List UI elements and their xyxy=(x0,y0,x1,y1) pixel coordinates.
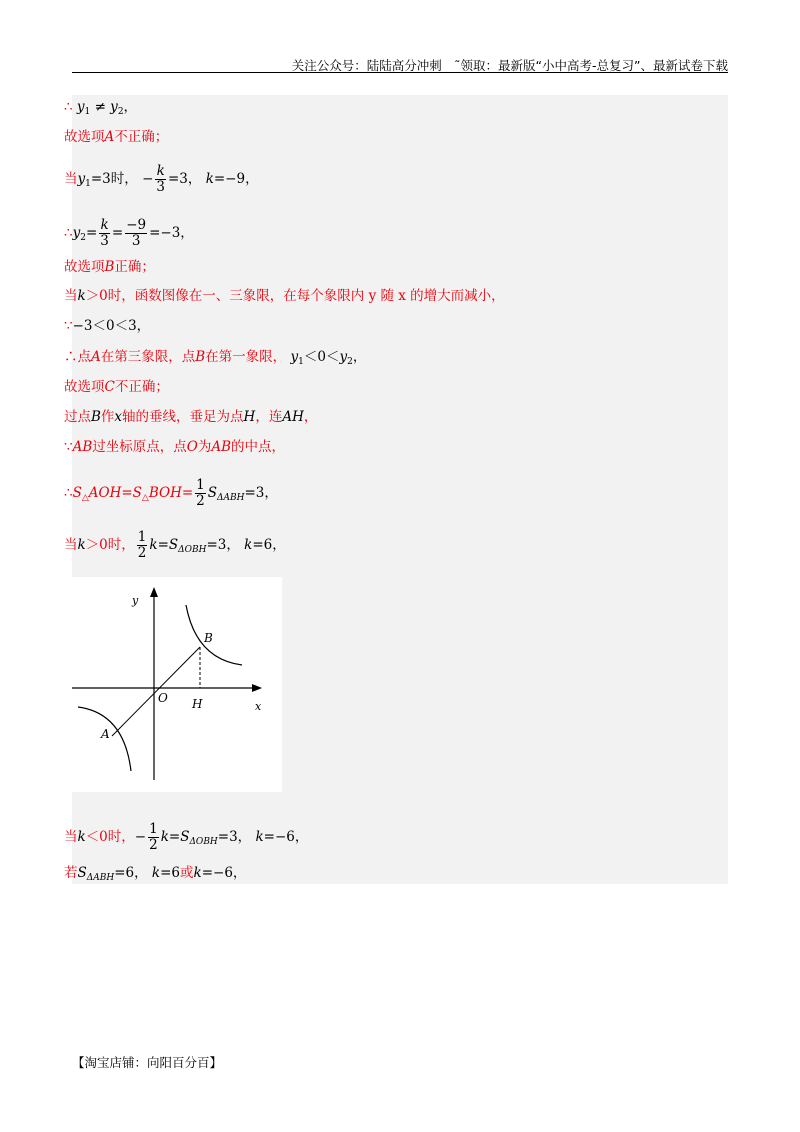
line-12 xyxy=(64,478,278,509)
var-y: y xyxy=(339,349,348,365)
line-1 xyxy=(64,98,137,121)
numerator: 1 xyxy=(149,821,158,837)
var-k: k xyxy=(149,537,158,553)
line-2 xyxy=(64,128,168,146)
equals: = xyxy=(157,537,169,553)
triangle-aoh: AOH xyxy=(88,485,122,501)
line-14 xyxy=(64,822,308,853)
equals: = xyxy=(168,829,181,845)
coordinate-figure xyxy=(72,577,282,792)
text: =3时， xyxy=(90,171,138,187)
text: ， xyxy=(352,349,367,365)
denominator: 3 xyxy=(131,233,141,249)
text: 故选项 xyxy=(64,259,105,275)
text: 故选项 xyxy=(64,129,105,145)
segment-ab: AB xyxy=(72,439,93,455)
point-b-label: B xyxy=(204,631,213,645)
text: ，连 xyxy=(255,409,283,425)
text: 当 xyxy=(64,829,78,845)
text: 的中点， xyxy=(231,439,286,455)
text: 过点 xyxy=(64,409,91,425)
var-k: k xyxy=(160,829,169,845)
text: −3＜0＜3， xyxy=(72,318,151,334)
numerator: k xyxy=(100,217,109,233)
not-equal: ≠ xyxy=(94,99,106,115)
var-k: k xyxy=(244,537,253,553)
var-y: y xyxy=(290,349,299,365)
text: 点 xyxy=(77,349,91,365)
text: 不正确； xyxy=(114,129,169,145)
text: =−3， xyxy=(149,225,194,241)
subscript: ΔOBH xyxy=(189,837,218,847)
text: =−6， xyxy=(201,865,247,881)
numerator: k xyxy=(156,163,165,179)
segment-ab: AB xyxy=(211,439,232,455)
point-c: C xyxy=(104,379,115,395)
text: 若 xyxy=(64,865,78,881)
area-symbol: S xyxy=(207,485,218,501)
text: 当 xyxy=(64,171,78,187)
triangle-symbol: △ xyxy=(81,493,89,503)
text: ＜0＜ xyxy=(303,349,340,365)
punctuation: ， xyxy=(123,99,138,115)
line-10 xyxy=(64,408,317,426)
denominator: 2 xyxy=(149,837,158,853)
line-7 xyxy=(64,317,150,335)
denominator: 3 xyxy=(156,179,165,195)
point-b: B xyxy=(104,259,115,275)
var-k: k xyxy=(77,537,86,553)
x-axis-label: x xyxy=(255,700,262,713)
triangle-symbol: △ xyxy=(141,493,149,503)
segment-ab xyxy=(112,647,200,736)
fraction xyxy=(148,822,159,853)
text: =−6， xyxy=(263,829,309,845)
x-axis-arrow xyxy=(252,684,262,692)
fraction xyxy=(137,530,148,561)
line-3 xyxy=(64,164,259,195)
numerator: 1 xyxy=(196,477,205,493)
area-symbol: S xyxy=(132,485,142,501)
var-k: k xyxy=(151,865,161,881)
text: 为 xyxy=(197,439,212,455)
text: 正确； xyxy=(114,259,155,275)
origin-label: O xyxy=(158,691,168,705)
point-a-label: A xyxy=(101,727,110,741)
line-6 xyxy=(64,287,505,305)
text: =6， xyxy=(252,537,286,553)
area-symbol: S xyxy=(168,537,179,553)
header-divider xyxy=(72,72,728,73)
area-symbol: S xyxy=(180,829,190,845)
segment-ah: AH xyxy=(282,409,304,425)
fraction xyxy=(195,478,206,509)
var-y: y xyxy=(76,99,85,115)
var-k: k xyxy=(77,288,86,304)
text: =6， xyxy=(114,865,148,881)
point-h: H xyxy=(243,409,256,425)
equals: = xyxy=(85,225,98,241)
var-k: k xyxy=(77,829,86,845)
var-x: x xyxy=(114,409,123,425)
text: 在第一象限， xyxy=(205,349,287,365)
minus-sign: − xyxy=(134,829,147,845)
denominator: 3 xyxy=(100,233,109,249)
subscript: 1 xyxy=(298,357,304,367)
var-y: y xyxy=(110,99,118,115)
text: =3， xyxy=(167,171,202,187)
equals: = xyxy=(111,225,124,241)
text: 过坐标原点，点 xyxy=(92,439,187,455)
point-a: A xyxy=(104,129,115,145)
text: 在第三象限，点 xyxy=(100,349,196,365)
line-5 xyxy=(64,258,155,276)
triangle-boh: BOH xyxy=(148,485,182,501)
numerator: −9 xyxy=(126,217,147,233)
point-h-label: H xyxy=(192,697,203,711)
text: ＞0时， xyxy=(85,537,135,553)
area-symbol: S xyxy=(72,485,82,501)
equals: = xyxy=(181,485,194,501)
fraction xyxy=(155,164,166,195)
text: 轴的垂线，垂足为点 xyxy=(122,409,244,425)
subscript: ΔOBH xyxy=(178,545,207,555)
text: =−9， xyxy=(213,171,259,187)
text: ＞0时，函数图像在一、三象限，在每个象限内 y 随 x 的增大而减小， xyxy=(85,288,505,304)
fraction xyxy=(99,218,110,249)
fraction xyxy=(125,218,147,249)
therefore-symbol: ∴ xyxy=(64,225,73,241)
text: 作 xyxy=(100,409,115,425)
y-axis-label: y xyxy=(132,594,139,607)
because-symbol: ∵ xyxy=(64,318,73,334)
or-word: 或 xyxy=(180,865,194,881)
line-4 xyxy=(64,218,194,249)
text: 当 xyxy=(64,537,78,553)
minus-sign: − xyxy=(142,171,154,187)
page-header: 关注公众号：陆陆高分冲刺 ˜领取：最新版“小中高考-总复习”、最新试卷下载 xyxy=(291,58,728,73)
denominator: 2 xyxy=(137,545,147,561)
denominator: 2 xyxy=(196,493,205,509)
because-symbol: ∵ xyxy=(64,439,73,455)
text: =6 xyxy=(160,865,181,881)
var-k: k xyxy=(205,171,214,187)
line-13 xyxy=(64,530,286,561)
subscript: 2 xyxy=(117,107,124,117)
figure-svg xyxy=(72,577,282,792)
text: 故选项 xyxy=(64,379,105,395)
line-15 xyxy=(64,864,246,887)
text: =3， xyxy=(206,537,240,553)
subscript: ΔABH xyxy=(86,873,115,883)
text: ， xyxy=(303,409,318,425)
subscript: 1 xyxy=(85,179,91,189)
text: =3， xyxy=(217,829,252,845)
subscript: 1 xyxy=(84,107,91,117)
therefore-symbol: ∴ xyxy=(64,485,73,501)
text: ＜0时， xyxy=(85,829,135,845)
page-footer: 【淘宝店铺：向阳百分百】 xyxy=(72,1055,223,1070)
line-8 xyxy=(64,348,366,371)
point-b: B xyxy=(91,409,101,425)
var-y: y xyxy=(77,171,86,187)
subscript: 2 xyxy=(347,357,353,367)
var-k: k xyxy=(255,829,264,845)
subscript: ΔABH xyxy=(217,493,245,503)
line-11 xyxy=(64,438,285,456)
y-axis-arrow xyxy=(150,587,158,597)
subscript: 2 xyxy=(80,233,86,243)
therefore-symbol: ∴ xyxy=(64,349,78,365)
equals: = xyxy=(121,485,133,501)
text: 当 xyxy=(64,288,78,304)
point-o: O xyxy=(186,439,198,455)
point-a: A xyxy=(91,349,101,365)
var-k: k xyxy=(193,865,202,881)
therefore-symbol: ∴ xyxy=(64,99,73,115)
point-b: B xyxy=(195,349,206,365)
var-y: y xyxy=(72,225,81,241)
text: 不正确； xyxy=(114,379,169,395)
area-symbol: S xyxy=(77,865,87,881)
line-9 xyxy=(64,378,169,396)
numerator: 1 xyxy=(137,529,147,545)
text: =3， xyxy=(244,485,278,501)
hyperbola-branch-1 xyxy=(186,605,242,665)
